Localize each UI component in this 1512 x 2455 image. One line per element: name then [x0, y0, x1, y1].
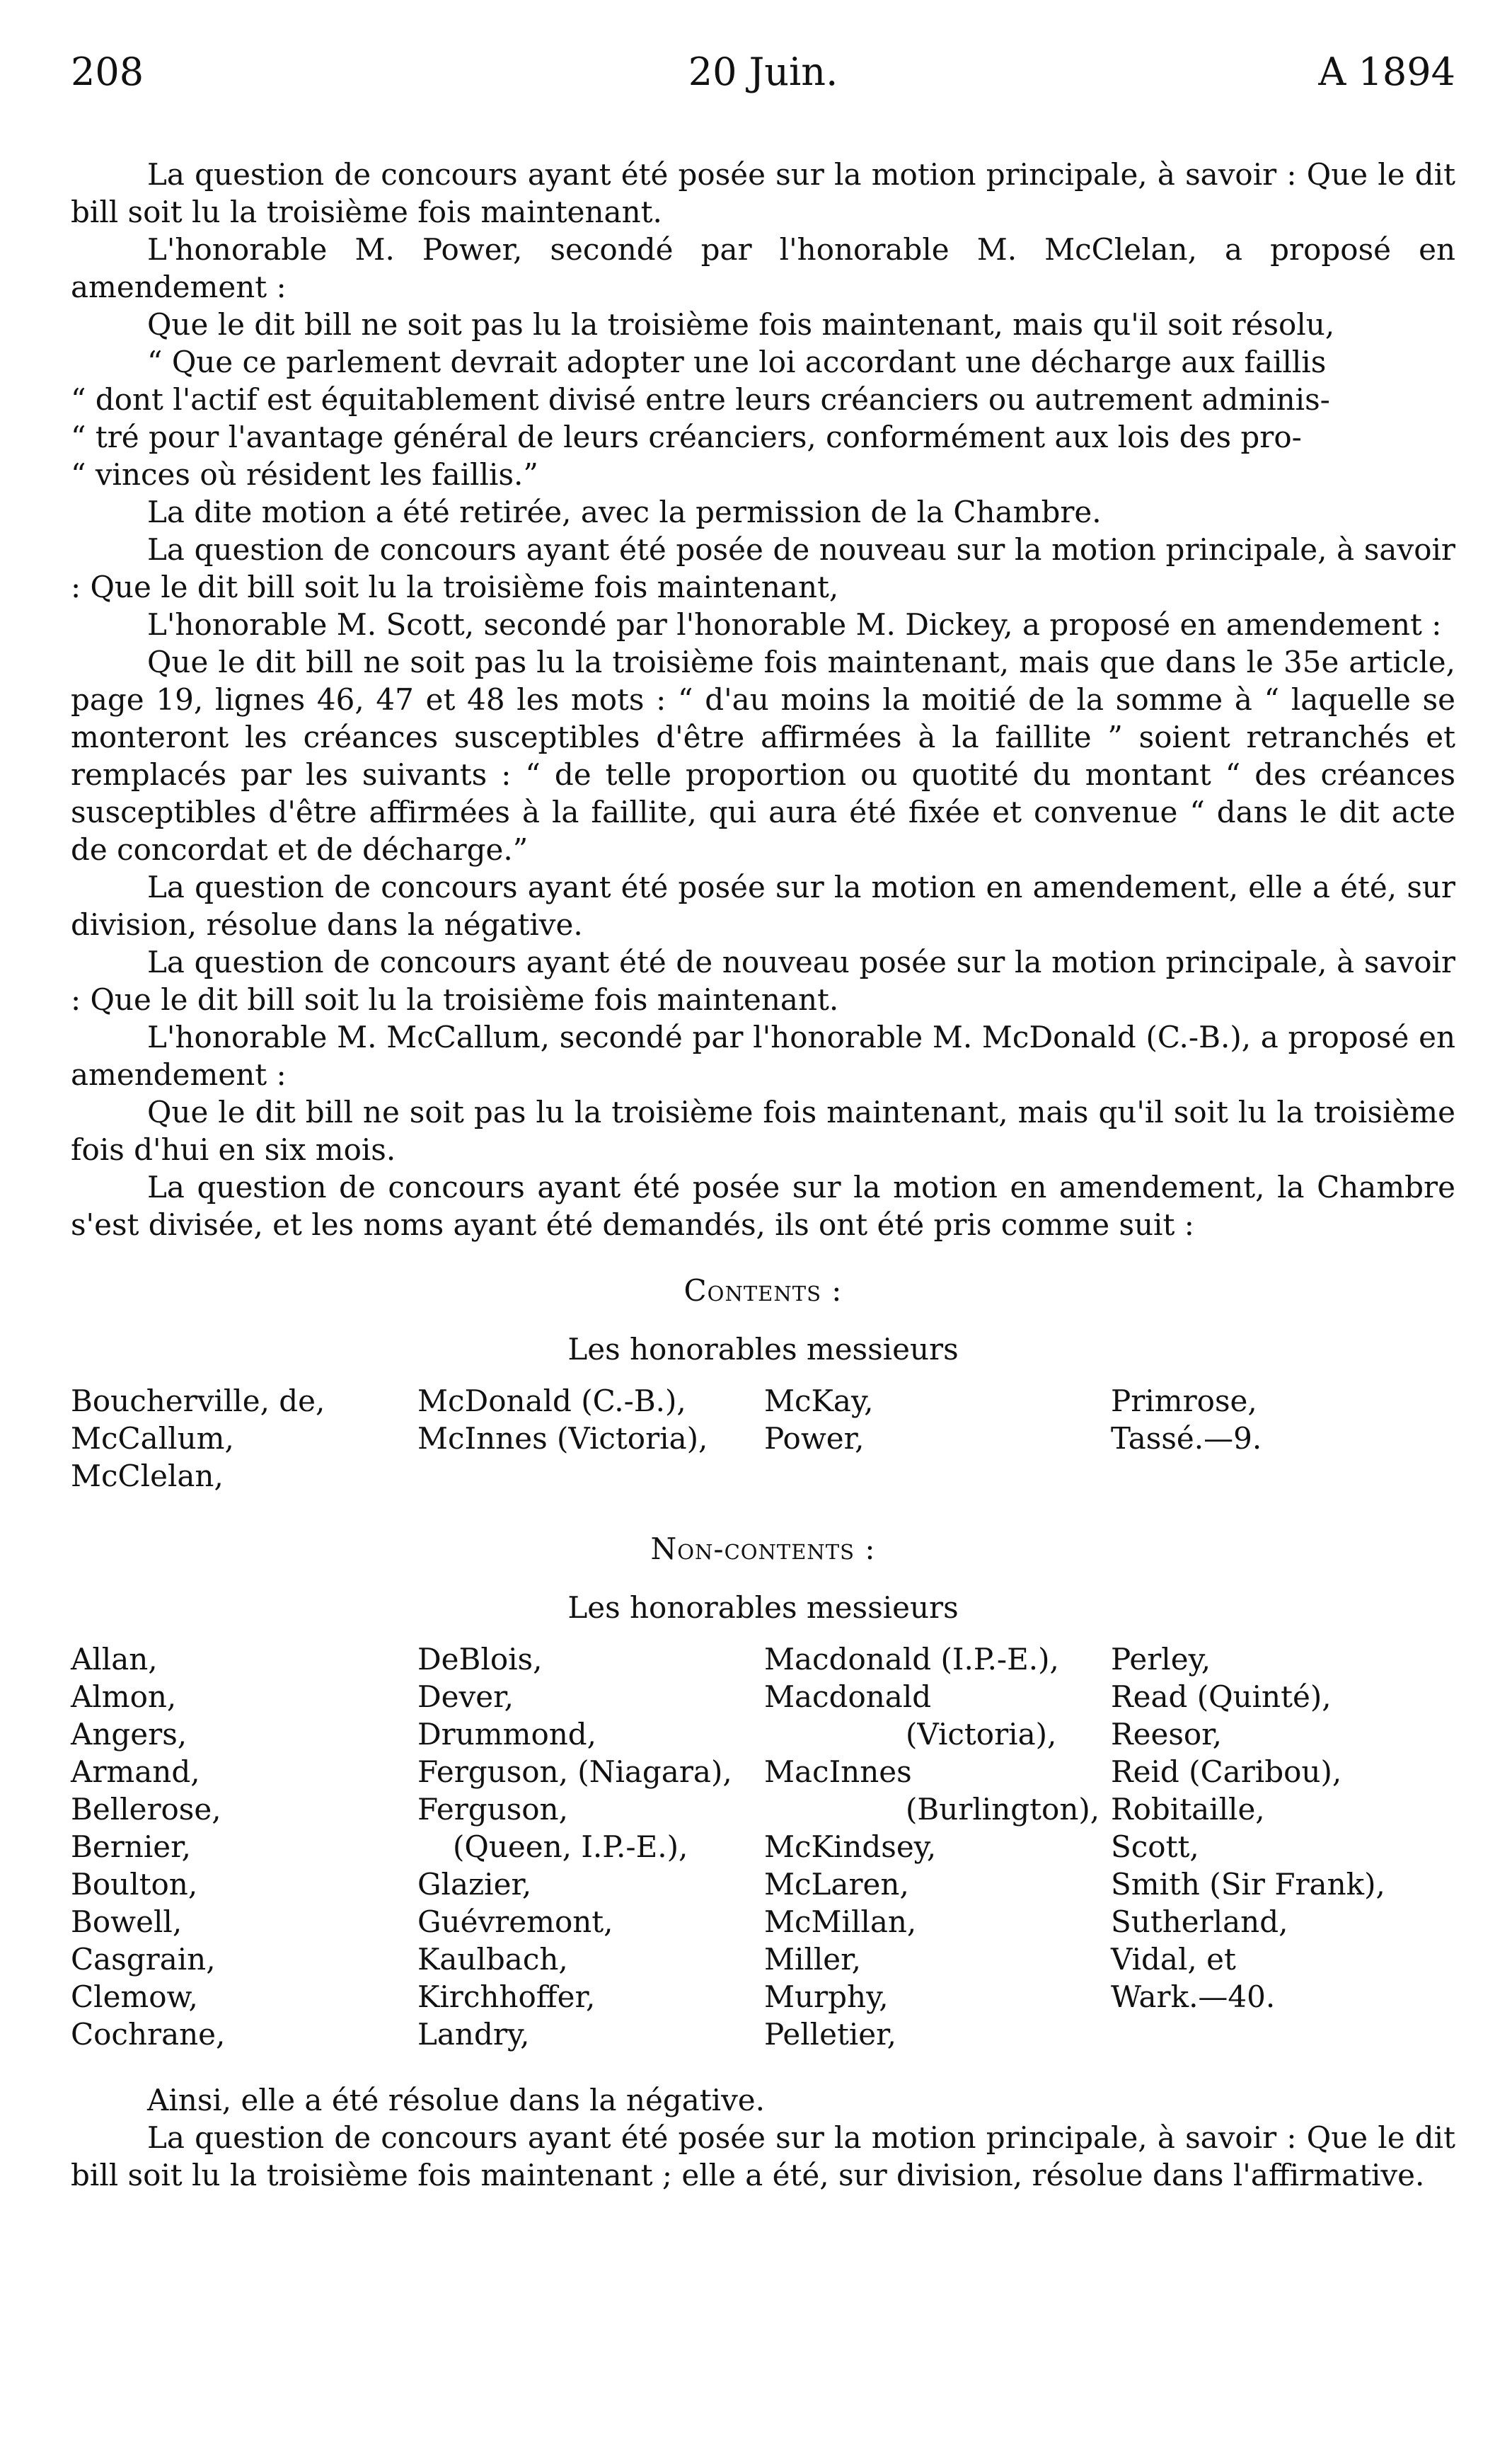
- paragraph: L'honorable M. McCallum, secondé par l'honorable M. McDonald (C.-B.), a proposé en amendement :: [71, 1020, 1455, 1092]
- name-cell: [764, 1457, 1111, 1495]
- name-cell: Drummond,: [417, 1717, 597, 1752]
- non-contents-title: Non-contents :: [650, 1531, 876, 1566]
- non-contents-subtitle: Les honorables messieurs: [567, 1590, 959, 1625]
- name-cell: McKindsey,: [764, 1829, 937, 1864]
- name-cell: Primrose,: [1111, 1384, 1257, 1418]
- name-cell: Ferguson, (Niagara),: [417, 1754, 732, 1789]
- name-cell: Bellerose,: [71, 1792, 221, 1827]
- name-cell: [1111, 1457, 1458, 1495]
- paragraph: L'honorable M. Power, secondé par l'honorable M. McClelan, a proposé en amendement :: [71, 232, 1455, 304]
- paragraph: La question de concours ayant été posée de nouveau sur la motion principale, à savoir : Que le dit bill soit lu la troisième fois maintenant,: [71, 532, 1455, 604]
- quote-line: “ Que ce parlement devrait adopter une loi accordant une décharge aux faillis: [147, 345, 1327, 379]
- paragraph: Que le dit bill ne soit pas lu la troisième fois maintenant, mais que dans le 35e article, page 19, lignes 46, 47 et 48 les mots : “ d'au moins la moitié de la somme à “ laquelle se monteront les créances susceptibles d'être affirmées à la faillite ” soient retranchés et remplacés par les suivants : “ de telle proportion ou quotité du montant “ des créances susceptibles d'être affirmées à la faillite, qui aura été fixée et convenue “ dans le dit acte de concordat et de décharge.”: [71, 645, 1455, 867]
- name-cell: Clemow,: [71, 1979, 198, 2014]
- paragraph: La question de concours ayant été posée sur la motion principale, à savoir : Que le dit bill soit lu la troisième fois maintenant ; elle a été, sur division, résolue dans l'affirmative.: [71, 2120, 1455, 2192]
- name-cell: Almon,: [71, 1679, 177, 1714]
- paragraph: Que le dit bill ne soit pas lu la troisième fois maintenant, mais qu'il soit résolu,: [147, 307, 1335, 342]
- name-cell: McInnes (Victoria),: [417, 1421, 708, 1456]
- name-cell: Macdonald (I.P.-E.),: [764, 1642, 1059, 1677]
- name-cell: Power,: [764, 1421, 865, 1456]
- name-cell: Kirchhoffer,: [417, 1979, 596, 2014]
- paragraph: La question de concours ayant été de nouveau posée sur la motion principale, à savoir : Que le dit bill soit lu la troisième fois maintenant.: [71, 945, 1455, 1017]
- name-cell: Wark.—40.: [1111, 1979, 1276, 2014]
- non-contents-names: [71, 1640, 1455, 2053]
- page-number: 208: [71, 50, 144, 94]
- quote-line: “ vinces où résident les faillis.”: [71, 457, 538, 492]
- paragraph: La dite motion a été retirée, avec la permission de la Chambre.: [147, 495, 1102, 529]
- paragraph: Que le dit bill ne soit pas lu la troisième fois maintenant, mais qu'il soit lu la troisième fois d'hui en six mois.: [71, 1095, 1455, 1167]
- name-cell: DeBlois,: [417, 1642, 543, 1677]
- name-cell: Kaulbach,: [417, 1942, 568, 1977]
- name-cell: McMillan,: [764, 1904, 917, 1939]
- name-cell: Casgrain,: [71, 1942, 216, 1977]
- name-cell: Armand,: [71, 1754, 200, 1789]
- name-cell: Angers,: [71, 1717, 187, 1752]
- quote-line: “ dont l'actif est équitablement divisé entre leurs créanciers ou autrement adminis-: [71, 382, 1330, 417]
- quote-line: “ tré pour l'avantage général de leurs créanciers, conformément aux lois des pro-: [71, 420, 1302, 454]
- contents-subtitle: Les honorables messieurs: [567, 1332, 959, 1367]
- name-cell: [417, 1457, 764, 1495]
- closing-text: [71, 2081, 1455, 2194]
- name-cell: Perley,: [1111, 1642, 1211, 1677]
- paragraph: L'honorable M. Scott, secondé par l'honorable M. Dickey, a proposé en amendement :: [147, 607, 1442, 642]
- contents-names: [71, 1382, 1455, 1495]
- name-cell: Boulton,: [71, 1867, 198, 1902]
- name-cell: Miller,: [764, 1942, 861, 1977]
- name-cell: Reesor,: [1111, 1717, 1222, 1752]
- name-cell: Reid (Caribou),: [1111, 1754, 1342, 1789]
- name-cell: MacInnes: [764, 1754, 912, 1789]
- name-cell: Allan,: [71, 1642, 158, 1677]
- paragraph: La question de concours ayant été posée sur la motion en amendement, elle a été, sur division, résolue dans la négative.: [71, 870, 1455, 942]
- name-cell: Robitaille,: [1111, 1792, 1265, 1827]
- name-cell: Landry,: [417, 2017, 530, 2052]
- page-body: [71, 156, 1455, 2194]
- name-cell: Smith (Sir Frank),: [1111, 1867, 1385, 1902]
- name-cell: [1111, 2016, 1458, 2053]
- name-cell: Boucherville, de,: [71, 1384, 325, 1418]
- name-cell: Ferguson,: [417, 1792, 568, 1827]
- name-cell: Glazier,: [417, 1867, 532, 1902]
- contents-title: Contents :: [683, 1273, 843, 1308]
- paragraph: La question de concours ayant été posée sur la motion en amendement, la Chambre s'est divisée, et les noms ayant été demandés, ils ont été pris comme suit :: [71, 1170, 1455, 1242]
- name-cell: Vidal, et: [1111, 1942, 1236, 1977]
- page-header: [71, 50, 1455, 113]
- name-cell: Read (Quinté),: [1111, 1679, 1332, 1714]
- name-cell: Tassé.—9.: [1111, 1421, 1262, 1456]
- paragraph: La question de concours ayant été posée sur la motion principale, à savoir : Que le dit bill soit lu la troisième fois maintenant.: [71, 157, 1455, 229]
- name-cell: Dever,: [417, 1679, 514, 1714]
- name-cell: McDonald (C.-B.),: [417, 1384, 686, 1418]
- page-year: A 1894: [1318, 50, 1455, 94]
- name-cell: Scott,: [1111, 1829, 1199, 1864]
- page-date: 20 Juin.: [688, 50, 838, 94]
- name-cell: Guévremont,: [417, 1904, 613, 1939]
- name-cell: (Queen, I.P.-E.),: [453, 1829, 688, 1864]
- name-cell: McLaren,: [764, 1867, 909, 1902]
- name-cell: Bernier,: [71, 1829, 191, 1864]
- name-cell: (Burlington),: [906, 1792, 1100, 1827]
- paragraph: Ainsi, elle a été résolue dans la négative.: [147, 2083, 765, 2117]
- name-cell: Murphy,: [764, 1979, 889, 2014]
- name-cell: McClelan,: [71, 1459, 224, 1493]
- name-cell: (Victoria),: [906, 1717, 1057, 1752]
- name-cell: Pelletier,: [764, 2017, 896, 2052]
- name-cell: Bowell,: [71, 1904, 183, 1939]
- name-cell: Sutherland,: [1111, 1904, 1288, 1939]
- name-cell: McCallum,: [71, 1421, 234, 1456]
- name-cell: McKay,: [764, 1384, 874, 1418]
- name-cell: Cochrane,: [71, 2017, 226, 2052]
- name-cell: Macdonald: [764, 1679, 932, 1714]
